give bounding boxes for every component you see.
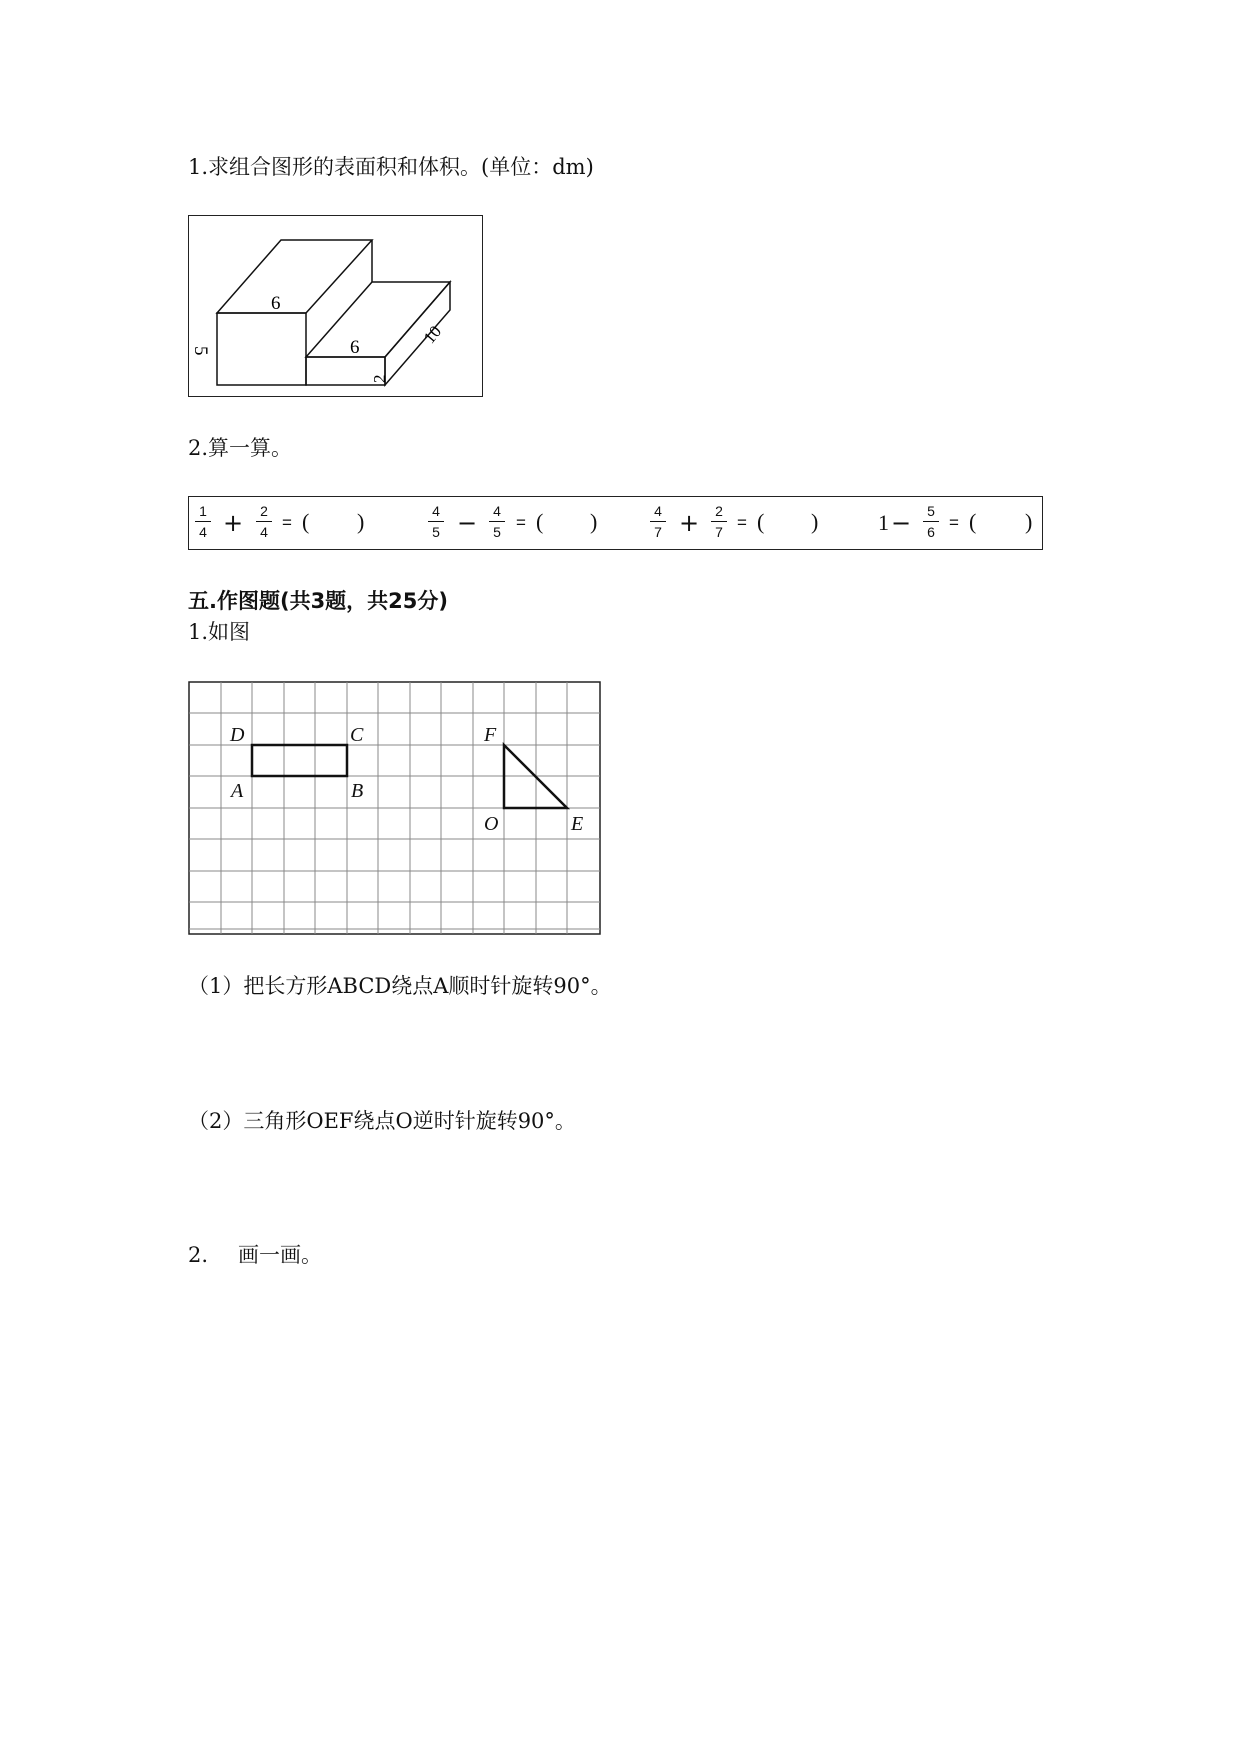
fraction: 4 7 <box>648 503 668 540</box>
subquestion-2-text: （2）三角形OEF绕点O逆时针旋转90°。 <box>188 1109 576 1133</box>
prism-drawing <box>189 216 482 396</box>
label-depth: 10 <box>419 321 446 348</box>
tall-block-top <box>217 240 372 313</box>
question-5-2-text: 画一画。 <box>238 1243 322 1267</box>
grid-figure <box>188 681 602 937</box>
answer-close-paren: ) <box>1025 509 1033 534</box>
label-top-width: 6 <box>271 293 281 314</box>
fraction: 2 7 <box>709 503 729 540</box>
operator: − <box>457 509 478 537</box>
answer-open-paren: ( <box>969 509 977 534</box>
section-title: 五.作图题(共3题，共25分) <box>188 589 449 613</box>
answer-close-paren: ) <box>590 509 598 534</box>
grid-drawing <box>188 681 602 937</box>
equals-sign: = <box>516 513 526 532</box>
question-1-text: 1.求组合图形的表面积和体积。(单位：dm) <box>188 155 594 179</box>
whole-number: 1 <box>878 510 889 535</box>
low-block-top <box>306 282 450 357</box>
fraction: 4 5 <box>426 503 446 540</box>
label-step-width: 6 <box>350 337 360 358</box>
tall-block-front <box>217 313 306 385</box>
calculation-box <box>188 496 1043 550</box>
label-c: C <box>350 724 364 746</box>
label-f: F <box>484 724 497 746</box>
prism-figure <box>188 215 483 397</box>
label-left-height: 5 <box>190 346 211 356</box>
equals-sign: = <box>282 513 292 532</box>
subquestion-1-text: （1）把长方形ABCD绕点A顺时针旋转90°。 <box>188 974 612 998</box>
fraction: 1 4 <box>193 503 213 540</box>
question-2-text: 2.算一算。 <box>188 436 293 460</box>
question-5-2-number: 2. <box>188 1243 209 1267</box>
operator: + <box>223 509 244 537</box>
operator: + <box>679 509 700 537</box>
fraction: 2 4 <box>254 503 274 540</box>
answer-close-paren: ) <box>811 509 819 534</box>
label-o: O <box>484 813 499 835</box>
label-b: B <box>351 780 364 802</box>
label-d: D <box>230 724 245 746</box>
operator: − <box>891 509 912 537</box>
label-step-height: 2 <box>370 374 389 383</box>
question-5-1-text: 1.如图 <box>188 620 251 644</box>
answer-open-paren: ( <box>302 509 310 534</box>
answer-open-paren: ( <box>757 509 765 534</box>
equals-sign: = <box>737 513 747 532</box>
fraction: 5 6 <box>921 503 941 540</box>
answer-close-paren: ) <box>357 509 365 534</box>
fraction: 4 5 <box>487 503 507 540</box>
equals-sign: = <box>949 513 959 532</box>
label-a: A <box>231 780 244 802</box>
answer-open-paren: ( <box>536 509 544 534</box>
label-e: E <box>571 813 584 835</box>
